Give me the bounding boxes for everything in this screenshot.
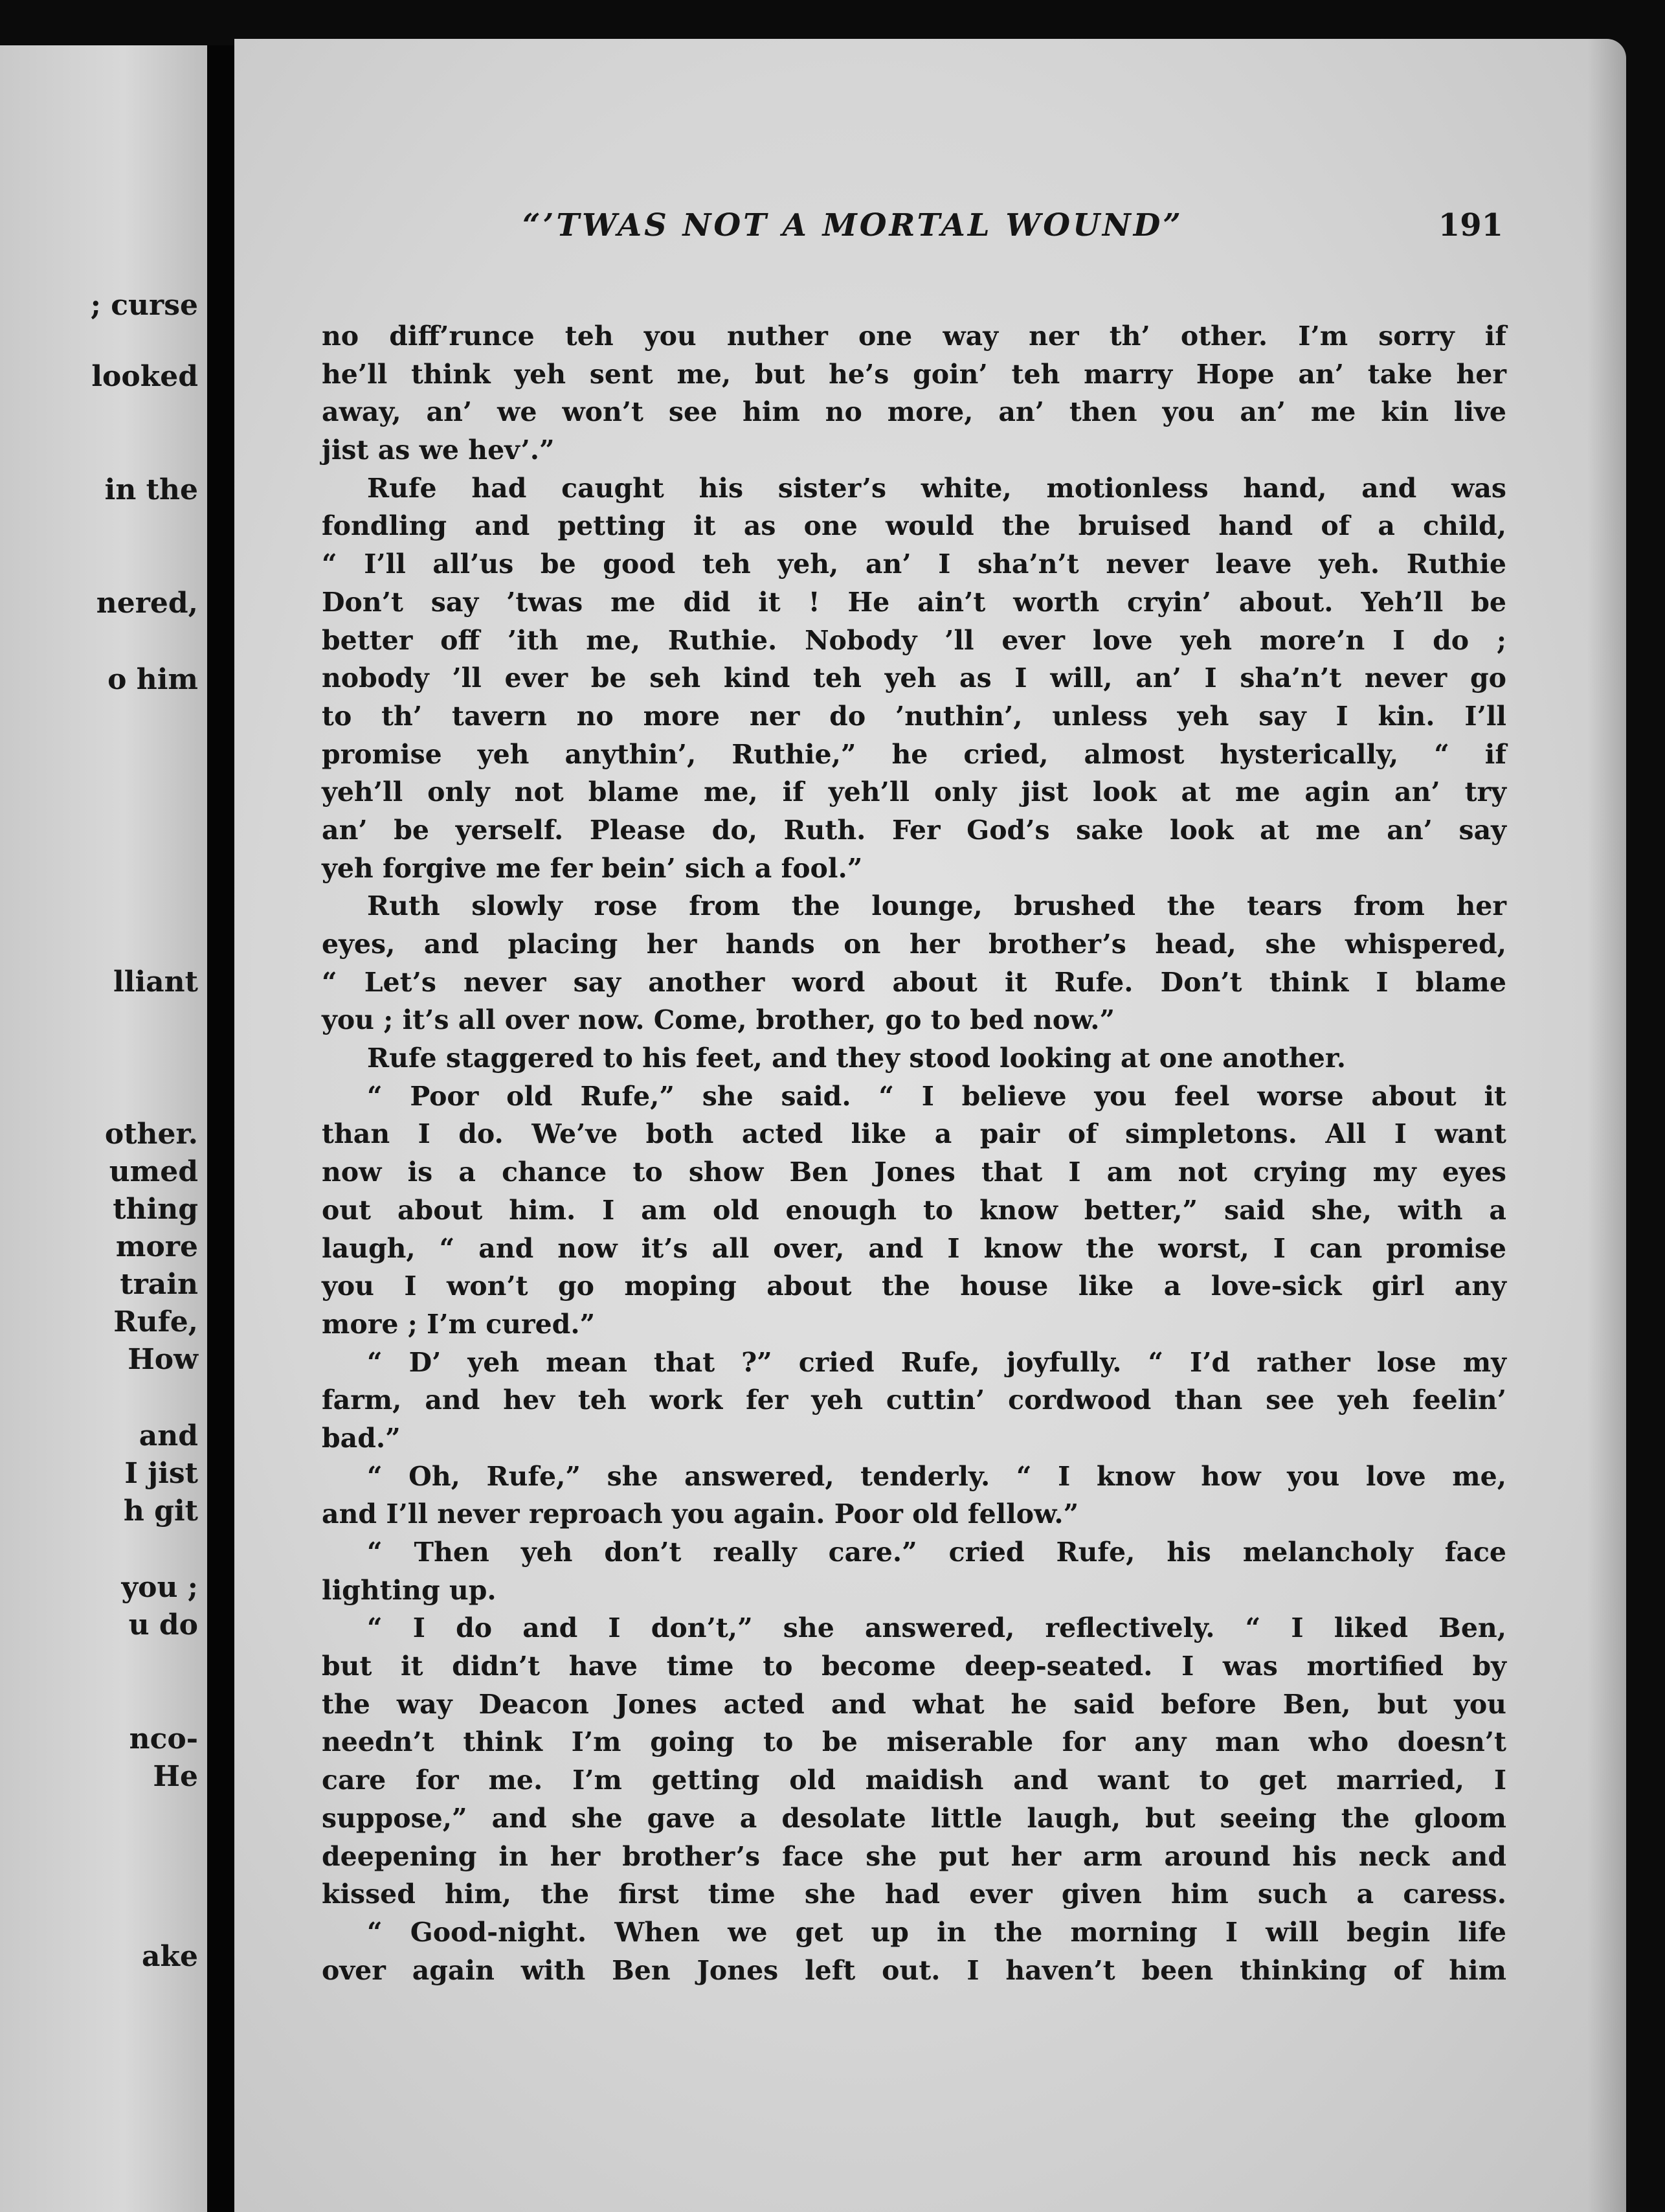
text-line: jist as we hev’.” (322, 435, 555, 466)
running-title: “’TWAS NOT A MORTAL WOUND” (522, 207, 1184, 243)
text-line: needn’t think I’m going to be miserable for any man who doesn’t (322, 1726, 1506, 1758)
left-text-fragment: looked (91, 360, 198, 393)
text-line: but it didn’t have time to become deep-seated. I was mortified by (322, 1651, 1506, 1682)
text-line: more ; I’m cured.” (322, 1308, 596, 1340)
page-edge-shadow (1587, 39, 1626, 2212)
left-text-fragment: you ; (121, 1571, 198, 1604)
text-line: lighting up. (322, 1574, 497, 1606)
text-line: to th’ tavern no more ner do ’nuthin’, unless yeh say I kin. I’ll (322, 700, 1506, 732)
left-text-fragment: ake (142, 1940, 198, 1973)
text-line: fondling and petting it as one would the bruised hand of a child, (322, 510, 1506, 542)
text-line: laugh, “ and now it’s all over, and I know the worst, I can promise (322, 1232, 1506, 1264)
text-line: Don’t say ’twas me did it ! He ain’t worth cryin’ about. Yeh’ll be (322, 586, 1506, 618)
text-line: Rufe had caught his sister’s white, motionless hand, and was (367, 472, 1506, 504)
left-page-fragment (0, 45, 207, 2212)
text-line: Rufe staggered to his feet, and they stood looking at one another. (367, 1043, 1346, 1074)
text-line: “ D’ yeh mean that ?” cried Rufe, joyfully. “ I’d rather lose my (367, 1346, 1506, 1378)
text-line: “ Then yeh don’t really care.” cried Rufe, his melancholy face (367, 1537, 1506, 1568)
text-line: “ I do and I don’t,” she answered, reflectively. “ I liked Ben, (367, 1612, 1506, 1644)
left-text-fragment: nco- (129, 1722, 198, 1755)
text-line: no diff’runce teh you nuther one way ner th’ other. I’m sorry if (322, 321, 1506, 352)
text-line: than I do. We’ve both acted like a pair of simpletons. All I want (322, 1118, 1506, 1150)
text-line: care for me. I’m getting old maidish and want to get married, I (322, 1765, 1506, 1796)
text-line: away, an’ we won’t see him no more, an’ then you an’ me kin live (322, 396, 1506, 428)
left-text-fragment: train (120, 1268, 198, 1301)
text-line: nobody ’ll ever be seh kind teh yeh as I will, an’ I sha’n’t never go (322, 662, 1506, 694)
text-line: and I’ll never reproach you again. Poor old fellow.” (322, 1498, 1079, 1530)
body-text (322, 317, 1506, 1989)
page-header (234, 201, 1626, 253)
text-line: now is a chance to show Ben Jones that I am not crying my eyes (322, 1157, 1506, 1188)
text-line: “ Let’s never say another word about it Rufe. Don’t think I blame (322, 966, 1506, 998)
text-line: promise yeh anythin’, Ruthie,” he cried, almost hysterically, “ if (322, 738, 1506, 770)
left-text-fragment: u do (128, 1608, 198, 1642)
text-line: you ; it’s all over now. Come, brother, go to bed now.” (322, 1004, 1115, 1036)
text-line: an’ be yerself. Please do, Ruth. Fer God’s sake look at me an’ say (322, 814, 1506, 846)
text-line: the way Deacon Jones acted and what he said before Ben, but you (322, 1688, 1506, 1720)
text-line: “ Oh, Rufe,” she answered, tenderly. “ I know how you love me, (367, 1460, 1506, 1492)
left-text-fragment: lliant (113, 965, 198, 999)
text-line: he’ll think yeh sent me, but he’s goin’ teh marry Hope an’ take her (322, 358, 1506, 390)
left-text-fragment: umed (109, 1155, 198, 1188)
text-line: farm, and hev teh work fer yeh cuttin’ cordwood than see yeh feelin’ (322, 1384, 1506, 1416)
text-line: suppose,” and she gave a desolate little laugh, but seeing the gloom (322, 1802, 1506, 1834)
left-text-fragment: nered, (96, 587, 198, 620)
text-line: “ Poor old Rufe,” she said. “ I believe you feel worse about it (367, 1080, 1506, 1112)
left-text-fragment: He (153, 1760, 198, 1793)
text-line: Ruth slowly rose from the lounge, brushed the tears from her (367, 890, 1506, 922)
text-line: “ Good-night. When we get up in the morning I will begin life (367, 1916, 1506, 1948)
text-line: bad.” (322, 1422, 401, 1454)
left-text-fragment: other. (104, 1118, 198, 1151)
text-line: over again with Ben Jones left out. I haven’t been thinking of him (322, 1954, 1506, 1986)
left-text-fragment: in the (104, 473, 198, 506)
left-text-fragment: I jist (124, 1457, 198, 1490)
left-text-fragment: thing (113, 1193, 198, 1226)
left-text-fragment: ; curse (90, 289, 198, 322)
book-gutter (207, 45, 234, 2212)
text-line: out about him. I am old enough to know better,” said she, with a (322, 1194, 1506, 1226)
text-line: eyes, and placing her hands on her brother’s head, she whispered, (322, 929, 1506, 960)
left-text-fragment: more (115, 1230, 198, 1263)
text-line: deepening in her brother’s face she put her arm around his neck and (322, 1840, 1506, 1872)
book-page (234, 39, 1626, 2212)
text-line: “ I’ll all’us be good teh yeh, an’ I sha’n’t never leave yeh. Ruthie (322, 548, 1506, 580)
text-line: yeh’ll only not blame me, if yeh’ll only jist look at me agin an’ try (322, 776, 1506, 808)
text-line: yeh forgive me fer bein’ sich a fool.” (322, 852, 863, 884)
left-text-fragment: How (128, 1343, 198, 1376)
left-text-fragment: h git (123, 1495, 198, 1528)
left-text-fragment: Rufe, (113, 1305, 198, 1338)
page-number: 191 (1438, 207, 1503, 243)
left-text-fragment: and (139, 1419, 198, 1452)
text-line: you I won’t go moping about the house like a love-sick girl any (322, 1270, 1506, 1302)
text-line: better off ’ith me, Ruthie. Nobody ’ll ever love yeh more’n I do ; (322, 624, 1506, 656)
left-text-fragment: o him (107, 663, 198, 696)
text-line: kissed him, the first time she had ever given him such a caress. (322, 1879, 1506, 1910)
